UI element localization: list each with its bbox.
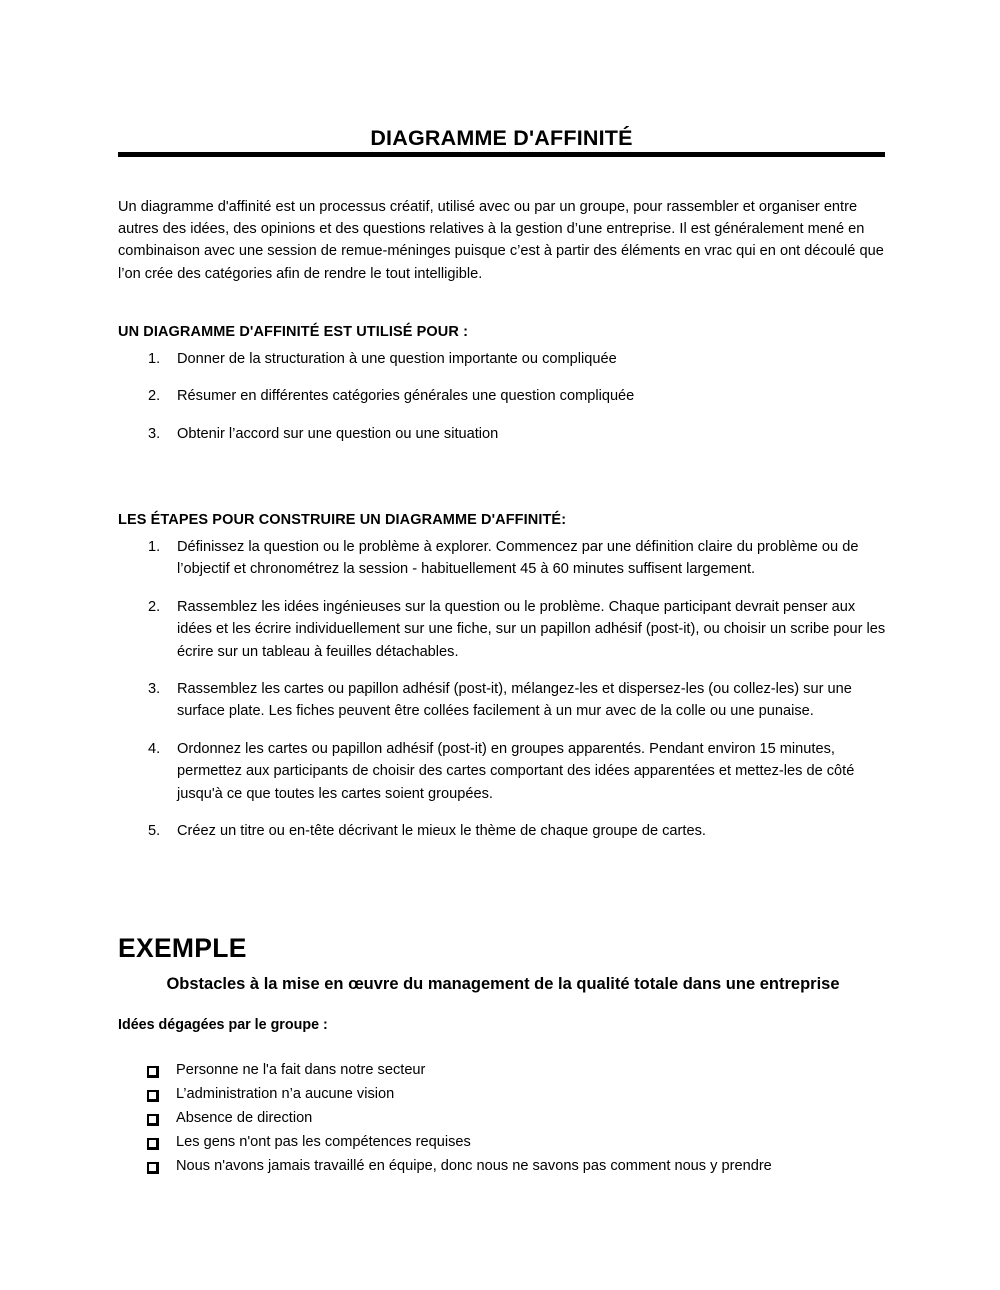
list-item <box>118 348 893 370</box>
steps-list <box>118 536 893 857</box>
list-item-text: Absence de direction <box>176 1110 313 1126</box>
checkbox-square-icon <box>118 1083 176 1107</box>
list-item <box>118 1082 898 1106</box>
list-item <box>118 738 893 805</box>
ideas-label: Idées dégagées par le groupe : <box>118 1017 328 1033</box>
list-item-text: Les gens n'ont pas les compétences requises <box>176 1134 471 1150</box>
list-item-text: Obtenir l’accord sur une question ou une situation <box>177 425 499 442</box>
list-item <box>118 423 893 445</box>
list-item-number: 2. <box>148 388 161 405</box>
example-heading: EXEMPLE <box>118 932 247 963</box>
page-title: DIAGRAMME D'AFFINITÉ <box>370 126 633 151</box>
list-item-text: Donner de la structuration à une question importante ou compliquée <box>177 351 617 367</box>
list-item-number: 2. <box>148 598 161 615</box>
list-item-number: 1. <box>148 539 161 555</box>
list-item <box>118 1154 898 1178</box>
steps-section-heading: LES ÉTAPES POUR CONSTRUIRE UN DIAGRAMME D'AFFINITÉ: <box>118 512 567 529</box>
list-item-text: Résumer en différentes catégories générales une question compliquée <box>177 388 635 405</box>
list-item <box>118 820 893 842</box>
usage-list <box>118 348 893 460</box>
list-item-number: 3. <box>148 425 161 442</box>
list-item <box>118 1106 898 1130</box>
list-item-text: Ordonnez les cartes ou papillon adhésif (post-it) en groupes apparentés. Pendant environ 15 minutes, permettez aux participants de choisir des cartes comportant des idées apparentées et mettez-les de côté jusqu'à ce que toutes les cartes soient groupées. <box>177 740 855 802</box>
list-item-number: 4. <box>148 740 161 757</box>
example-subtitle: Obstacles à la mise en œuvre du management de la qualité totale dans une entreprise <box>166 974 840 993</box>
list-item <box>118 596 893 663</box>
checkbox-square-icon <box>118 1131 176 1155</box>
checkbox-square-icon <box>118 1107 176 1131</box>
list-item <box>118 385 893 407</box>
list-item <box>118 536 893 581</box>
ideas-checklist <box>118 1058 898 1178</box>
list-item-text: Rassemblez les cartes ou papillon adhésif (post-it), mélangez-les et dispersez-les (ou collez-les) sur une surface plate. Les fiches peuvent être collées facilement à un mur avec de la colle ou une punaise. <box>177 681 852 720</box>
list-item-text: Nous n'avons jamais travaillé en équipe, donc nous ne savons pas comment nous y prendre <box>176 1158 772 1174</box>
list-item-text: Créez un titre ou en-tête décrivant le mieux le thème de chaque groupe de cartes. <box>177 823 706 840</box>
list-item-text: Personne ne l'a fait dans notre secteur <box>176 1062 426 1078</box>
list-item-number: 1. <box>148 351 161 367</box>
checkbox-square-icon <box>118 1155 176 1179</box>
list-item-text: Définissez la question ou le problème à explorer. Commencez par une définition claire du problème ou de l’objectif et chronométrez la session - habituellement 45 à 60 minutes suffisent largement. <box>177 539 859 578</box>
list-item-text: Rassemblez les idées ingénieuses sur la question ou le problème. Chaque participant devrait penser aux idées et les écrire individuellement sur une fiche, sur un papillon adhésif (post-it), ou choisir un scribe pour les écrire sur un tableau à feuilles détachables. <box>177 598 886 660</box>
intro-paragraph: Un diagramme d'affinité est un processus créatif, utilisé avec ou par un groupe, pour rassembler et organiser entre autres des idées, des opinions et des questions relatives à la gestion d’une entreprise. Il est généralement mené en combinaison avec une session de remue-méninges puisque c’est à partir des éléments en vrac qui en ont découlé que l’on crée des catégories afin de rendre le tout intelligible. <box>118 198 884 282</box>
list-item <box>118 1058 898 1082</box>
checkbox-square-icon <box>118 1059 176 1083</box>
title-divider <box>118 152 885 157</box>
list-item <box>118 1130 898 1154</box>
usage-section-heading: UN DIAGRAMME D'AFFINITÉ EST UTILISÉ POUR : <box>118 324 469 341</box>
list-item-text: L’administration n’a aucune vision <box>176 1086 395 1102</box>
list-item <box>118 678 893 723</box>
list-item-number: 3. <box>148 681 161 698</box>
list-item-number: 5. <box>148 823 161 840</box>
